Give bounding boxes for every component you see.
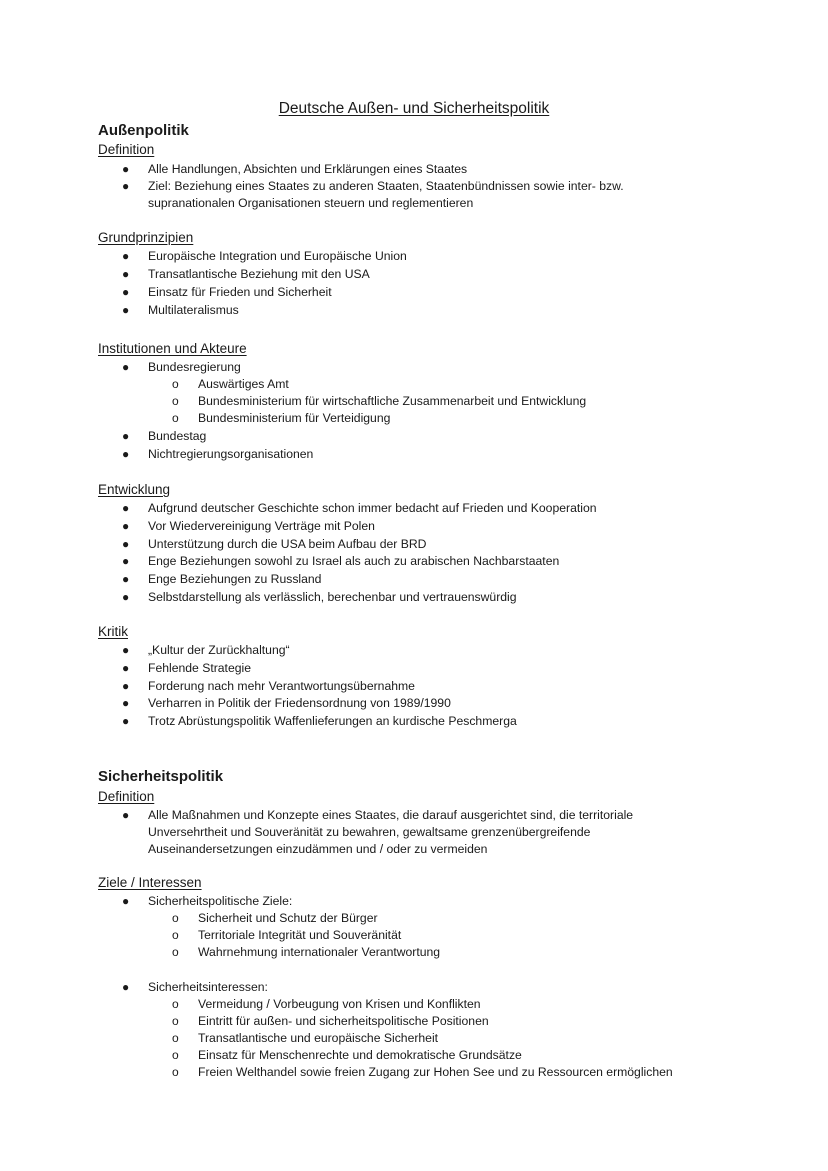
- list-item: ● „Kultur der Zurückhaltung“: [122, 643, 290, 657]
- sub-list-item: o Transatlantische und europäische Sicherheit: [172, 1031, 439, 1045]
- list-item: ● Enge Beziehungen zu Russland: [122, 572, 322, 586]
- subheading-definition: Definition: [98, 142, 155, 157]
- sub-list-item: o Vermeidung / Vorbeugung von Krisen und Konflikten: [172, 997, 481, 1011]
- bullet-icon: ●: [122, 360, 130, 374]
- bullet-icon: ●: [122, 696, 130, 710]
- list-item: ● Fehlende Strategie: [122, 661, 251, 675]
- document-title: Deutsche Außen- und Sicherheitspolitik: [278, 100, 550, 117]
- bullet-icon: ●: [122, 894, 130, 908]
- sub-list-item: o Freien Welthandel sowie freien Zugang zur Hohen See und zu Ressourcen ermöglichen: [172, 1065, 673, 1079]
- subheading-ziele-interessen: Ziele / Interessen: [98, 875, 202, 890]
- list-item: ● Forderung nach mehr Verantwortungsübernahme: [122, 679, 415, 693]
- list-item: ● Alle Handlungen, Absichten und Erklärungen eines Staates: [122, 162, 468, 176]
- list-item: ● Nichtregierungsorganisationen: [122, 447, 314, 461]
- circle-bullet-icon: o: [172, 1048, 179, 1062]
- list-item: ● Unterstützung durch die USA beim Aufbau der BRD: [122, 537, 427, 551]
- circle-bullet-icon: o: [172, 1065, 179, 1079]
- section-heading-sicherheitspolitik: Sicherheitspolitik: [98, 768, 224, 785]
- bullet-icon: ●: [122, 661, 130, 675]
- list-item: ● Einsatz für Frieden und Sicherheit: [122, 285, 332, 299]
- circle-bullet-icon: o: [172, 911, 179, 925]
- list-item: ● Verharren in Politik der Friedensordnung von 1989/1990: [122, 696, 451, 710]
- bullet-icon: ●: [122, 537, 130, 551]
- sub-list-item: o Eintritt für außen- und sicherheitspolitische Positionen: [172, 1014, 489, 1028]
- subheading-grundprinzipien: Grundprinzipien: [98, 230, 194, 245]
- list-item: ● Trotz Abrüstungspolitik Waffenlieferungen an kurdische Peschmerga: [122, 714, 517, 728]
- circle-bullet-icon: o: [172, 928, 179, 942]
- sub-list-item: o Territoriale Integrität und Souveränität: [172, 928, 402, 942]
- list-item: ● Bundestag: [122, 429, 207, 443]
- list-item: ● Alle Maßnahmen und Konzepte eines Staates, die darauf ausgerichtet sind, die territoriale Unversehrtheit und Souveränität zu bewahren, gewaltsame grenzenübergreifende Auseinandersetzungen einzudämmen und / oder zu vermeiden: [122, 808, 634, 856]
- list-item: ● Sicherheitsinteressen:: [122, 980, 268, 994]
- circle-bullet-icon: o: [172, 411, 179, 425]
- bullet-icon: ●: [122, 980, 130, 994]
- list-item: ● Bundesregierung: [122, 360, 241, 374]
- bullet-icon: ●: [122, 249, 130, 263]
- sub-list-item: o Sicherheit und Schutz der Bürger: [172, 911, 378, 925]
- bullet-icon: ●: [122, 572, 130, 586]
- bullet-icon: ●: [122, 808, 130, 822]
- sub-list-item: o Wahrnehmung internationaler Verantwortung: [172, 945, 441, 959]
- sub-list-item: o Auswärtiges Amt: [172, 377, 289, 391]
- bullet-icon: ●: [122, 643, 130, 657]
- sub-list-item: o Bundesministerium für wirtschaftliche Zusammenarbeit und Entwicklung: [172, 394, 587, 408]
- bullet-icon: ●: [122, 429, 130, 443]
- circle-bullet-icon: o: [172, 394, 179, 408]
- circle-bullet-icon: o: [172, 1014, 179, 1028]
- bullet-icon: ●: [122, 519, 130, 533]
- bullet-icon: ●: [122, 679, 130, 693]
- list-item: ● Multilateralismus: [122, 303, 239, 317]
- section-heading-aussenpolitik: Außenpolitik: [98, 122, 189, 139]
- list-item: ● Sicherheitspolitische Ziele:: [122, 894, 293, 908]
- bullet-icon: ●: [122, 303, 130, 317]
- subheading-entwicklung: Entwicklung: [98, 482, 171, 497]
- list-item: ● Selbstdarstellung als verlässlich, berechenbar und vertrauenswürdig: [122, 590, 517, 604]
- subheading-institutionen: Institutionen und Akteure: [98, 341, 247, 356]
- subheading-definition: Definition: [98, 789, 155, 804]
- bullet-icon: ●: [122, 447, 130, 461]
- sub-list-item: o Bundesministerium für Verteidigung: [172, 411, 391, 425]
- list-item: ● Enge Beziehungen sowohl zu Israel als auch zu arabischen Nachbarstaaten: [122, 554, 560, 568]
- subheading-kritik: Kritik: [98, 624, 128, 639]
- list-item: ● Ziel: Beziehung eines Staates zu anderen Staaten, Staatenbündnissen sowie inter- bzw. supranationalen Organisationen steuern und reglementieren: [122, 179, 624, 210]
- list-item: ● Europäische Integration und Europäische Union: [122, 249, 407, 263]
- bullet-icon: ●: [122, 179, 130, 193]
- sub-list-item: o Einsatz für Menschenrechte und demokratische Grundsätze: [172, 1048, 522, 1062]
- bullet-icon: ●: [122, 590, 130, 604]
- bullet-icon: ●: [122, 267, 130, 281]
- bullet-icon: ●: [122, 285, 130, 299]
- bullet-icon: ●: [122, 554, 130, 568]
- list-item: ● Transatlantische Beziehung mit den USA: [122, 267, 370, 281]
- bullet-icon: ●: [122, 501, 130, 515]
- bullet-icon: ●: [122, 714, 130, 728]
- circle-bullet-icon: o: [172, 997, 179, 1011]
- list-item: ● Aufgrund deutscher Geschichte schon immer bedacht auf Frieden und Kooperation: [122, 501, 597, 515]
- circle-bullet-icon: o: [172, 1031, 179, 1045]
- circle-bullet-icon: o: [172, 945, 179, 959]
- list-item: ● Vor Wiedervereinigung Verträge mit Polen: [122, 519, 375, 533]
- circle-bullet-icon: o: [172, 377, 179, 391]
- bullet-icon: ●: [122, 162, 130, 176]
